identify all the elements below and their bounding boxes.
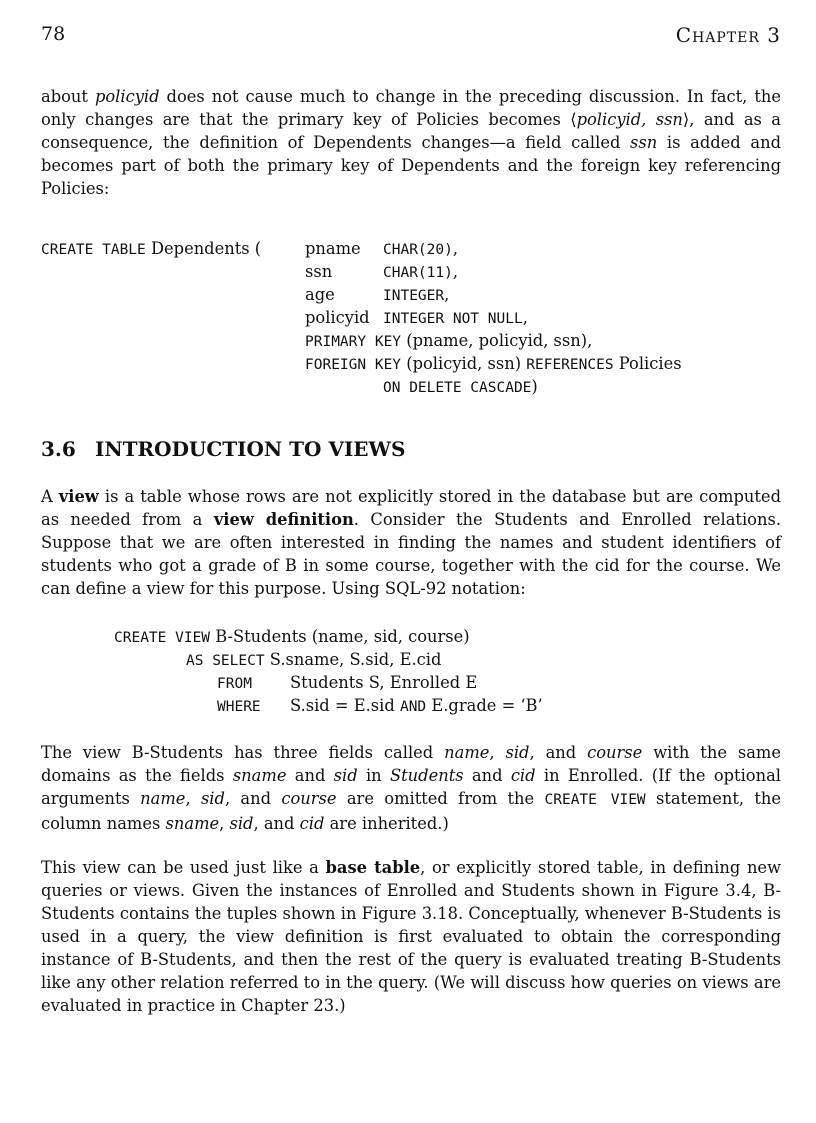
code-line: PRIMARY KEY (pname, policyid, ssn), [305, 331, 593, 350]
code-type: INTEGER NOT NULL, [383, 308, 528, 327]
paragraph-base-table: This view can be used just like a base table, or explicitly stored table, in defining new queries or views. Given the instances of Enrolled and Students shown in Figure 3.4, B-Students contains the tuples shown in Figure 3.18. Conceptually, whenever B-Students is used in a query, the view definition is first evaluated to obtain the corresponding instance of B-Students, and then the rest of the query is evaluated treating B-Students like any other relation referred to in the query. (We will discuss how queries on views are evaluated in practice in Chapter 23.) [41, 858, 782, 1015]
code-field: age [305, 285, 335, 304]
paragraph-policyid: about policyid does not cause much to change in the preceding discussion. In fact, the only changes are that the primary key of Policies becomes ⟨policyid, ssn⟩, and as a consequence, the definition of Dependents changes—a field called ssn is added and becomes part of both the primary key of Dependents and the foreign key referencing Policies: [41, 87, 782, 198]
code-type: CHAR(11), [383, 262, 459, 281]
code-field: ssn [305, 262, 333, 281]
code-value: S.sid = E.sid AND E.grade = ‘B’ [290, 696, 543, 715]
code-field: pname [305, 239, 361, 258]
section-number: 3.6 [41, 437, 76, 461]
page-number: 78 [41, 23, 66, 45]
code-keyword: WHERE [217, 699, 261, 715]
code-type: CHAR(20), [383, 239, 459, 258]
section-title: INTRODUCTION TO VIEWS [95, 437, 406, 461]
code-line: CREATE TABLE Dependents ( [41, 239, 262, 258]
code-line: AS SELECT S.sname, S.sid, E.cid [186, 650, 442, 669]
paragraph-view-intro: A view is a table whose rows are not explicitly stored in the database but are computed as needed from a view definition. Consider the Students and Enrolled relations. Suppose that we are often interested in finding the names and student identifiers of students who got a grade of B in some course, together with the cid for the course. We can define a view for this purpose. Using SQL-92 notation: [41, 487, 781, 598]
code-line: FOREIGN KEY (policyid, ssn) REFERENCES Policies [305, 354, 682, 373]
section-heading [41, 437, 405, 461]
chapter-title: Chapter 3 [675, 23, 781, 47]
paragraph-view-fields: The view B-Students has three fields called name, sid, and course with the same domains as the fields sname and sid in Students and cid in Enrolled. (If the optional arguments name, sid, and course are omitted from the CREATE VIEW statement, the column names sname, sid, and cid are inherited.) [41, 743, 782, 833]
running-header [41, 23, 781, 47]
code-type: INTEGER, [383, 285, 450, 304]
code-value: Students S, Enrolled E [290, 673, 478, 692]
code-keyword: FROM [217, 676, 252, 692]
code-field: policyid [305, 308, 370, 327]
code-line: CREATE VIEW B-Students (name, sid, course) [114, 627, 470, 646]
code-line: ON DELETE CASCADE) [383, 377, 538, 396]
